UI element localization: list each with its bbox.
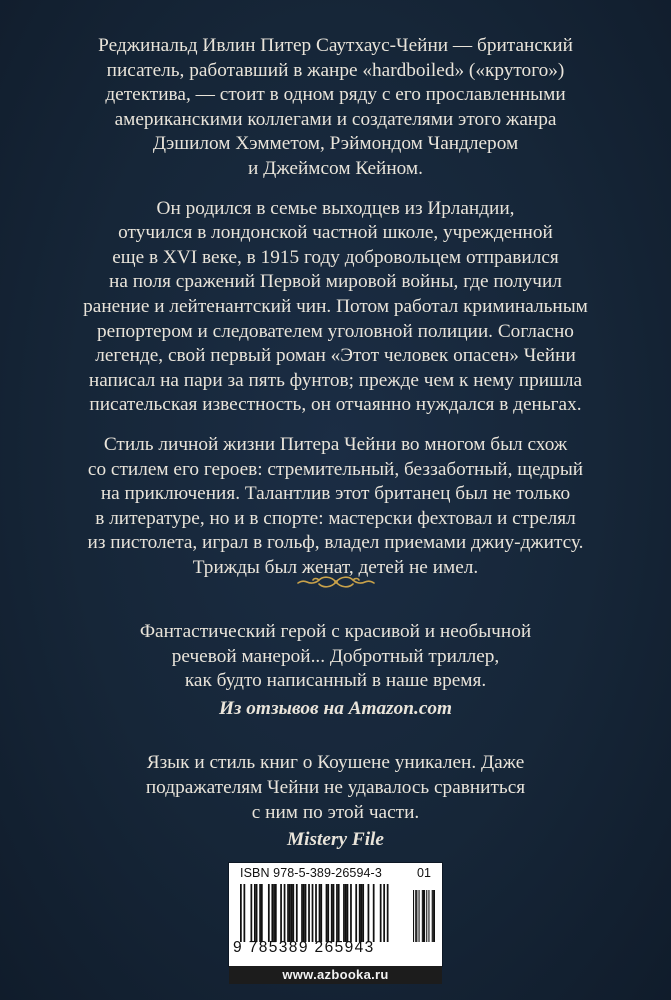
- ean-digits: 9 785389 265943: [233, 939, 375, 956]
- quote-line: Фантастический герой с красивой и необычной: [139, 621, 532, 642]
- barcode-bar: [308, 884, 310, 942]
- bio-line: в литературе, но и в спорте: мастерски фехтовал и стрелял: [95, 507, 576, 529]
- barcode-addon-bar: [422, 890, 423, 942]
- barcode-bar: [289, 884, 291, 942]
- bio-line: писательская известность, он отчаянно нуждался в деньгах.: [89, 394, 582, 416]
- bio-line: Он родился в семье выходцев из Ирландии,: [156, 197, 515, 219]
- barcode-addon-bar: [419, 890, 420, 942]
- barcode-bar: [287, 884, 289, 942]
- barcode-bar: [312, 884, 314, 942]
- isbn-number: ISBN 978-5-389-26594-3: [240, 866, 382, 880]
- barcode-bar: [331, 884, 333, 942]
- quote-text: [70, 620, 601, 694]
- barcode-bar: [343, 884, 345, 942]
- barcode-bar: [250, 884, 252, 942]
- barcode-bar: [259, 884, 261, 942]
- barcode-addon-bar: [434, 890, 435, 942]
- barcode-bar: [284, 884, 286, 942]
- review-quotes: [70, 620, 601, 853]
- barcode-bar: [240, 884, 242, 942]
- barcode-bar: [261, 884, 263, 942]
- review-quote-1: [70, 620, 601, 721]
- barcode-addon-bar: [413, 890, 414, 942]
- barcode-bar: [327, 884, 329, 942]
- bio-line: написал на пари за пять фунтов; прежде чем к нему пришла: [88, 369, 583, 391]
- barcode-bar: [301, 884, 303, 942]
- barcode-bar: [368, 884, 370, 942]
- bio-paragraph-2: [70, 197, 601, 418]
- bio-line: и Джеймсом Кейном.: [248, 157, 423, 179]
- barcode-bar: [271, 884, 273, 942]
- barcode-addon-bar: [432, 890, 433, 942]
- bio-line: Реджинальд Ивлин Питер Саутхаус-Чейни — британский: [98, 35, 573, 56]
- barcode-bar: [291, 884, 293, 942]
- barcode-bar: [275, 884, 277, 942]
- author-biography: [70, 34, 601, 595]
- barcode-bar: [359, 884, 361, 942]
- barcode-bars: [240, 884, 406, 942]
- barcode-bar: [320, 884, 322, 942]
- barcode-bar: [254, 884, 256, 942]
- barcode-bar: [268, 884, 270, 942]
- publisher-url: www.azbooka.ru: [282, 967, 389, 982]
- barcode-bar: [362, 884, 364, 942]
- barcode-bar: [256, 884, 258, 942]
- bio-line: Дэшилом Хэмметом, Рэймондом Чандлером: [152, 133, 519, 155]
- barcode-addon-bar: [433, 890, 434, 942]
- barcode-bar: [361, 884, 363, 942]
- bio-line: американскими коллегами и создателями этого жанра: [114, 108, 557, 130]
- bio-paragraph-3: [70, 433, 601, 581]
- quote-line: Язык и стиль книг о Коушене уникален. Даже: [146, 752, 525, 774]
- barcode-addon-code: 01: [417, 866, 431, 880]
- barcode-bar: [373, 884, 375, 942]
- bio-line: на поля сражений Первой мировой войны, где получил: [109, 271, 562, 293]
- bio-line: еще в XVI веке, в 1915 году добровольцем отправился: [112, 246, 559, 268]
- barcode-bar: [355, 884, 357, 942]
- quote-source: Mistery File: [287, 829, 384, 851]
- bio-line: Стиль личной жизни Питера Чейни во многом был схож: [103, 433, 568, 455]
- scroll-flourish-icon: [295, 572, 377, 592]
- barcode-bar: [315, 884, 317, 942]
- barcode-bar: [347, 884, 349, 942]
- barcode-bar: [296, 884, 298, 942]
- barcode-bar: [280, 884, 282, 942]
- barcode-addon-bar: [426, 890, 427, 942]
- publisher-url-bar: [229, 966, 442, 984]
- barcode-bar: [350, 884, 352, 942]
- barcode-bar: [333, 884, 335, 942]
- barcode-bar: [319, 884, 321, 942]
- bio-line: со стилем его героев: стремительный, беззаботный, щедрый: [87, 458, 584, 480]
- quote-line: как будто написанный в наше время.: [184, 670, 487, 692]
- barcode-addon-bar: [415, 890, 416, 942]
- quote-line: речевой манерой... Добротный триллер,: [171, 645, 500, 667]
- bio-paragraph-1: [70, 34, 601, 182]
- bio-line: на приключения. Талантлив этот британец был не только: [100, 483, 571, 505]
- barcode-bar: [383, 884, 385, 942]
- barcode-bar: [303, 884, 305, 942]
- quote-line: подражателям Чейни не удавалось сравниться: [145, 776, 526, 798]
- barcode-bar: [345, 884, 347, 942]
- bio-line: детектива, — стоит в одном ряду с его прославленными: [105, 84, 566, 106]
- barcode-addon-bar: [416, 890, 417, 942]
- bio-line: репортером и следователем уголовной полиции. Согласно: [97, 320, 574, 342]
- bio-line: отучился в лондонской частной школе, учрежденной: [118, 222, 553, 244]
- bio-line: Трижды был женат, детей не имел.: [192, 556, 479, 578]
- barcode-addon-bars: [413, 884, 435, 942]
- bio-line: ранение и лейтенантский чин. Потом работал криминальным: [83, 295, 588, 317]
- quote-source: Из отзывов на Amazon.com: [218, 697, 453, 719]
- barcode-bar: [292, 884, 294, 942]
- barcode-bar: [305, 884, 307, 942]
- barcode-bar: [326, 884, 328, 942]
- bio-line: легенде, свой первый роман «Этот человек опасен» Чейни: [95, 345, 576, 367]
- bio-line: писатель, работавший в жанре «hardboiled» («крутого»): [106, 59, 565, 81]
- review-quote-2: [70, 751, 601, 852]
- barcode-bar: [387, 884, 389, 942]
- barcode-bar: [243, 884, 245, 942]
- barcode-addon-bar: [424, 890, 425, 942]
- barcode-addon-bar: [428, 890, 429, 942]
- barcode-addon-bar: [423, 890, 424, 942]
- barcode-bar: [338, 884, 340, 942]
- barcode-bar: [380, 884, 382, 942]
- isbn-barcode: [229, 863, 442, 966]
- bio-line: из пистолета, играл в гольф, владел приемами джиу-джитсу.: [87, 532, 584, 554]
- quote-text: [70, 751, 601, 825]
- barcode-bar: [273, 884, 275, 942]
- quote-line: с ним по этой части.: [251, 801, 420, 823]
- barcode-bar: [336, 884, 338, 942]
